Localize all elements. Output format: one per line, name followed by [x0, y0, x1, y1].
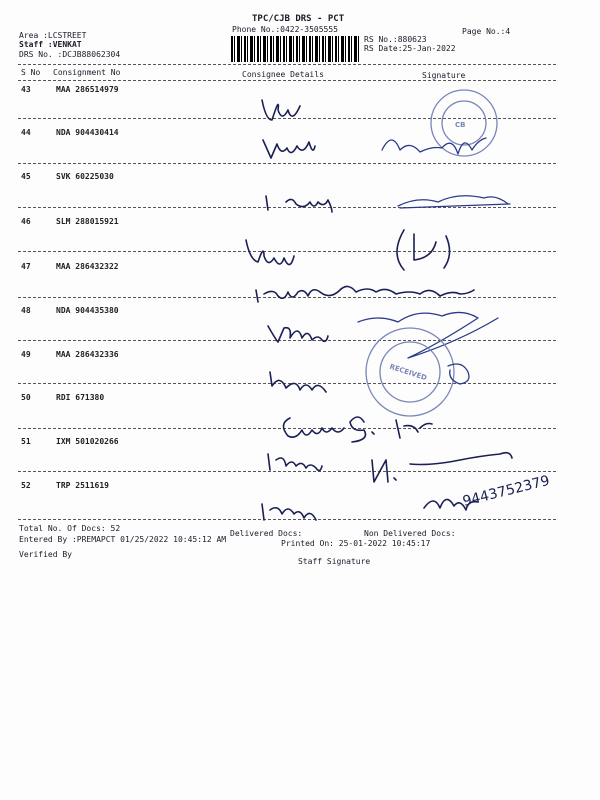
staff-signature: Staff Signature	[298, 557, 371, 566]
handwritten-phone: 9443752379	[461, 472, 552, 510]
row-consignment: MAA 286432336	[56, 350, 119, 359]
column-signature: Signature	[422, 71, 466, 80]
row-consignment: IXM 501020266	[56, 437, 119, 446]
row-consignment: TRP 2511619	[56, 481, 109, 490]
printed-on: Printed On: 25-01-2022 10:45:17	[281, 539, 431, 548]
column-consignment: Consignment No	[53, 68, 121, 77]
received-stamp	[366, 328, 454, 416]
row-consignment: MAA 286432322	[56, 262, 119, 271]
row-sno: 43	[21, 85, 31, 94]
row-sno: 49	[21, 350, 31, 359]
row-consignment: NDA 904435380	[56, 306, 119, 315]
staff-field: Staff :VENKAT	[19, 40, 82, 49]
total-docs: Total No. Of Docs: 52	[19, 524, 121, 533]
row-sno: 50	[21, 393, 31, 402]
verified-by: Verified By	[19, 550, 72, 559]
svg-text:CB: CB	[455, 121, 466, 129]
row-sno: 47	[21, 262, 31, 271]
area-field: Area :LCSTREET	[19, 31, 87, 40]
svg-text:RECEIVED: RECEIVED	[388, 362, 428, 383]
row-consignment: RDI 671380	[56, 393, 105, 402]
delivered-docs: Delivered Docs:	[230, 529, 303, 538]
row-consignment: MAA 286514979	[56, 85, 119, 94]
row-sno: 52	[21, 481, 31, 490]
entered-by: Entered By :PREMAPCT 01/25/2022 10:45:12 AM	[19, 535, 227, 544]
rs-date: RS Date:25-Jan-2022	[364, 44, 456, 53]
row-sno: 45	[21, 172, 31, 181]
row-sno: 51	[21, 437, 31, 446]
column-sno: S No	[21, 68, 41, 77]
document-title: TPC/CJB DRS - PCT	[252, 14, 345, 24]
row-sno: 46	[21, 217, 31, 226]
column-consignee: Consignee Details	[242, 70, 324, 79]
row-consignment: SVK 60225030	[56, 172, 114, 181]
row-consignment: NDA 904430414	[56, 128, 119, 137]
phone-number: Phone No.:0422-3505555	[232, 25, 338, 34]
page-number: Page No.:4	[462, 27, 511, 36]
rs-number: RS No.:880623	[364, 35, 427, 44]
row-sno: 44	[21, 128, 31, 137]
non-delivered-docs: Non Delivered Docs:	[364, 529, 456, 538]
company-stamp-top	[431, 90, 497, 156]
drs-number: DRS No. :DCJB88062304	[19, 50, 121, 59]
row-consignment: SLM 288015921	[56, 217, 119, 226]
row-sno: 48	[21, 306, 31, 315]
